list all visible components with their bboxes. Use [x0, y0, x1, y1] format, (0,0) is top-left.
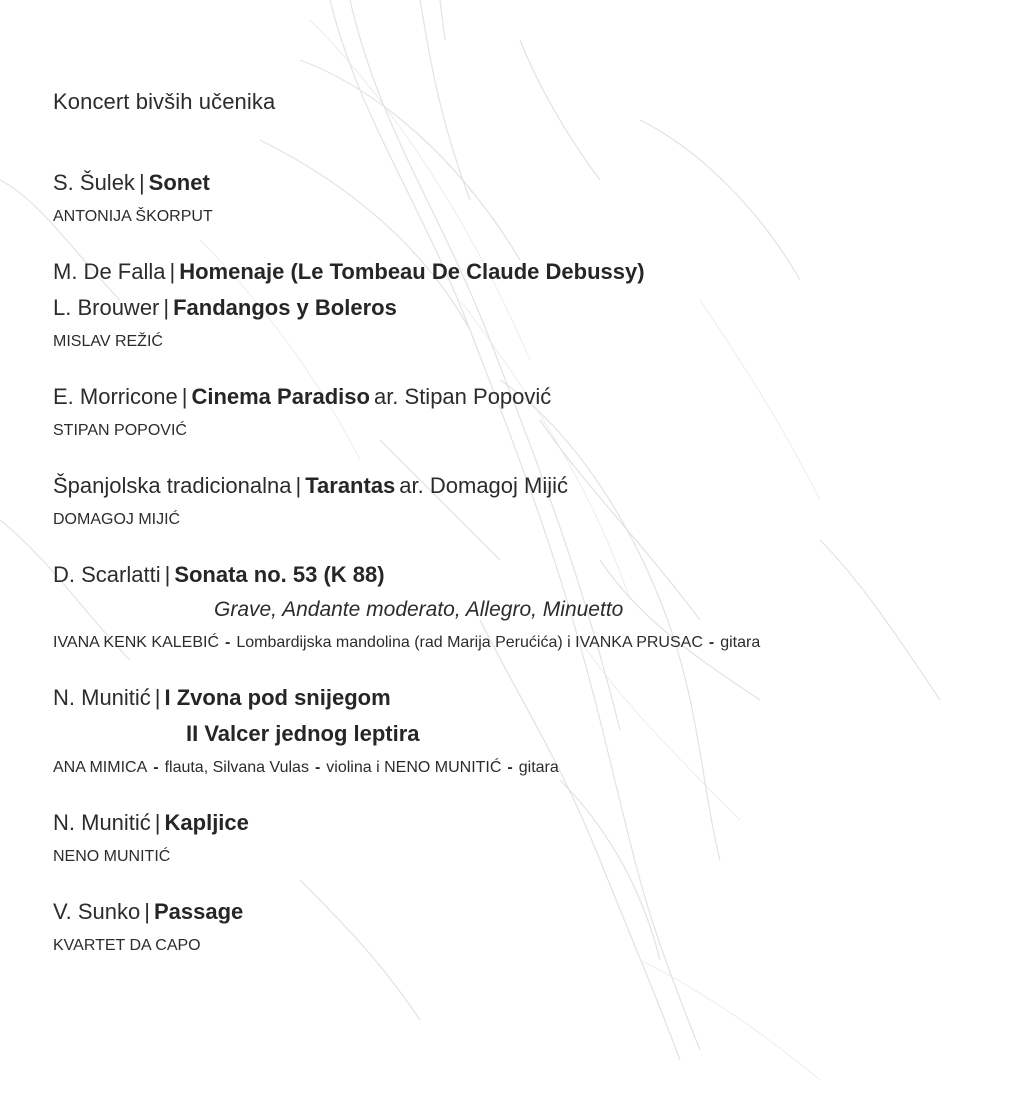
- composer-name: N. Munitić: [53, 810, 151, 835]
- work-line: [53, 805, 993, 841]
- work-line: [53, 557, 993, 593]
- work-title: I Zvona pod snijegom: [164, 685, 391, 710]
- dash: -: [507, 759, 513, 776]
- arranger: ar. Domagoj Mijić: [399, 473, 569, 498]
- work-line: [53, 894, 993, 930]
- separator: |: [154, 685, 161, 710]
- work-line: [53, 680, 993, 716]
- program-item-munitic-zvona: [53, 680, 993, 782]
- separator: |: [138, 170, 145, 195]
- program-item-munitic-kapljice: [53, 805, 993, 871]
- composer-name: Španjolska tradicionalna: [53, 473, 292, 498]
- work-title: Kapljice: [164, 810, 249, 835]
- work-title: Passage: [153, 899, 244, 924]
- dash: -: [153, 759, 159, 776]
- movements: Grave, Andante moderato, Allegro, Minuetto: [214, 598, 624, 621]
- work-title: Cinema Paradiso: [191, 384, 370, 409]
- instrument: flauta, Silvana Vulas: [164, 759, 309, 776]
- work-title: Fandangos y Boleros: [173, 295, 397, 320]
- work-line: [53, 254, 993, 290]
- separator: |: [154, 810, 161, 835]
- instrument: Lombardijska mandolina (rad Marija Perućića) i: [236, 634, 571, 651]
- performers: KVARTET DA CAPO: [53, 937, 201, 954]
- work-title: Sonet: [148, 170, 210, 195]
- separator: |: [181, 384, 188, 409]
- arranger: ar. Stipan Popović: [373, 384, 552, 409]
- program-item-sulek: [53, 165, 993, 231]
- composer-name: L. Brouwer: [53, 295, 160, 320]
- performers: MISLAV REŽIĆ: [53, 333, 163, 350]
- performers: STIPAN POPOVIĆ: [53, 422, 187, 439]
- concert-program: [53, 87, 993, 983]
- performers: NENO MUNITIĆ: [53, 848, 171, 865]
- work-title-2: II Valcer jednog leptira: [186, 721, 420, 746]
- work-title: Tarantas: [305, 473, 396, 498]
- composer-name: V. Sunko: [53, 899, 141, 924]
- performer-name: IVANA KENK KALEBIĆ: [53, 634, 219, 651]
- performers: [53, 754, 993, 782]
- instrument: violina i: [326, 759, 380, 776]
- dash: -: [225, 634, 231, 651]
- work-line: [53, 379, 993, 415]
- separator: |: [295, 473, 302, 498]
- composer-name: E. Morricone: [53, 384, 178, 409]
- composer-name: N. Munitić: [53, 685, 151, 710]
- dash: -: [708, 634, 715, 651]
- program-item-sunko: [53, 894, 993, 960]
- performer-name: IVANKA PRUSAC: [575, 634, 703, 651]
- work-title: Sonata no. 53 (K 88): [174, 562, 385, 587]
- composer-name: S. Šulek: [53, 170, 135, 195]
- work-line: [53, 165, 993, 201]
- instrument: gitara: [720, 634, 761, 651]
- composer-name: D. Scarlatti: [53, 562, 161, 587]
- work-line: [53, 468, 993, 504]
- program-item-tarantas: [53, 468, 993, 534]
- instrument: gitara: [518, 759, 559, 776]
- composer-name: M. De Falla: [53, 259, 166, 284]
- separator: |: [163, 295, 170, 320]
- concert-title: Koncert bivših učenika: [53, 89, 276, 114]
- program-item-scarlatti: [53, 557, 993, 657]
- performers: [53, 629, 993, 657]
- program-item-de-falla-brouwer: [53, 254, 993, 356]
- performer-name: NENO MUNITIĆ: [384, 759, 502, 776]
- program-item-morricone: [53, 379, 993, 445]
- work-line-2: [53, 290, 993, 326]
- separator: |: [144, 899, 150, 924]
- performers: ANTONIJA ŠKORPUT: [53, 208, 213, 225]
- separator: |: [164, 562, 171, 587]
- separator: |: [169, 259, 176, 284]
- work-title: Homenaje (Le Tombeau De Claude Debussy): [179, 259, 645, 284]
- performer-name: ANA MIMICA: [53, 759, 148, 776]
- dash: -: [314, 759, 321, 776]
- performers: DOMAGOJ MIJIĆ: [53, 511, 181, 528]
